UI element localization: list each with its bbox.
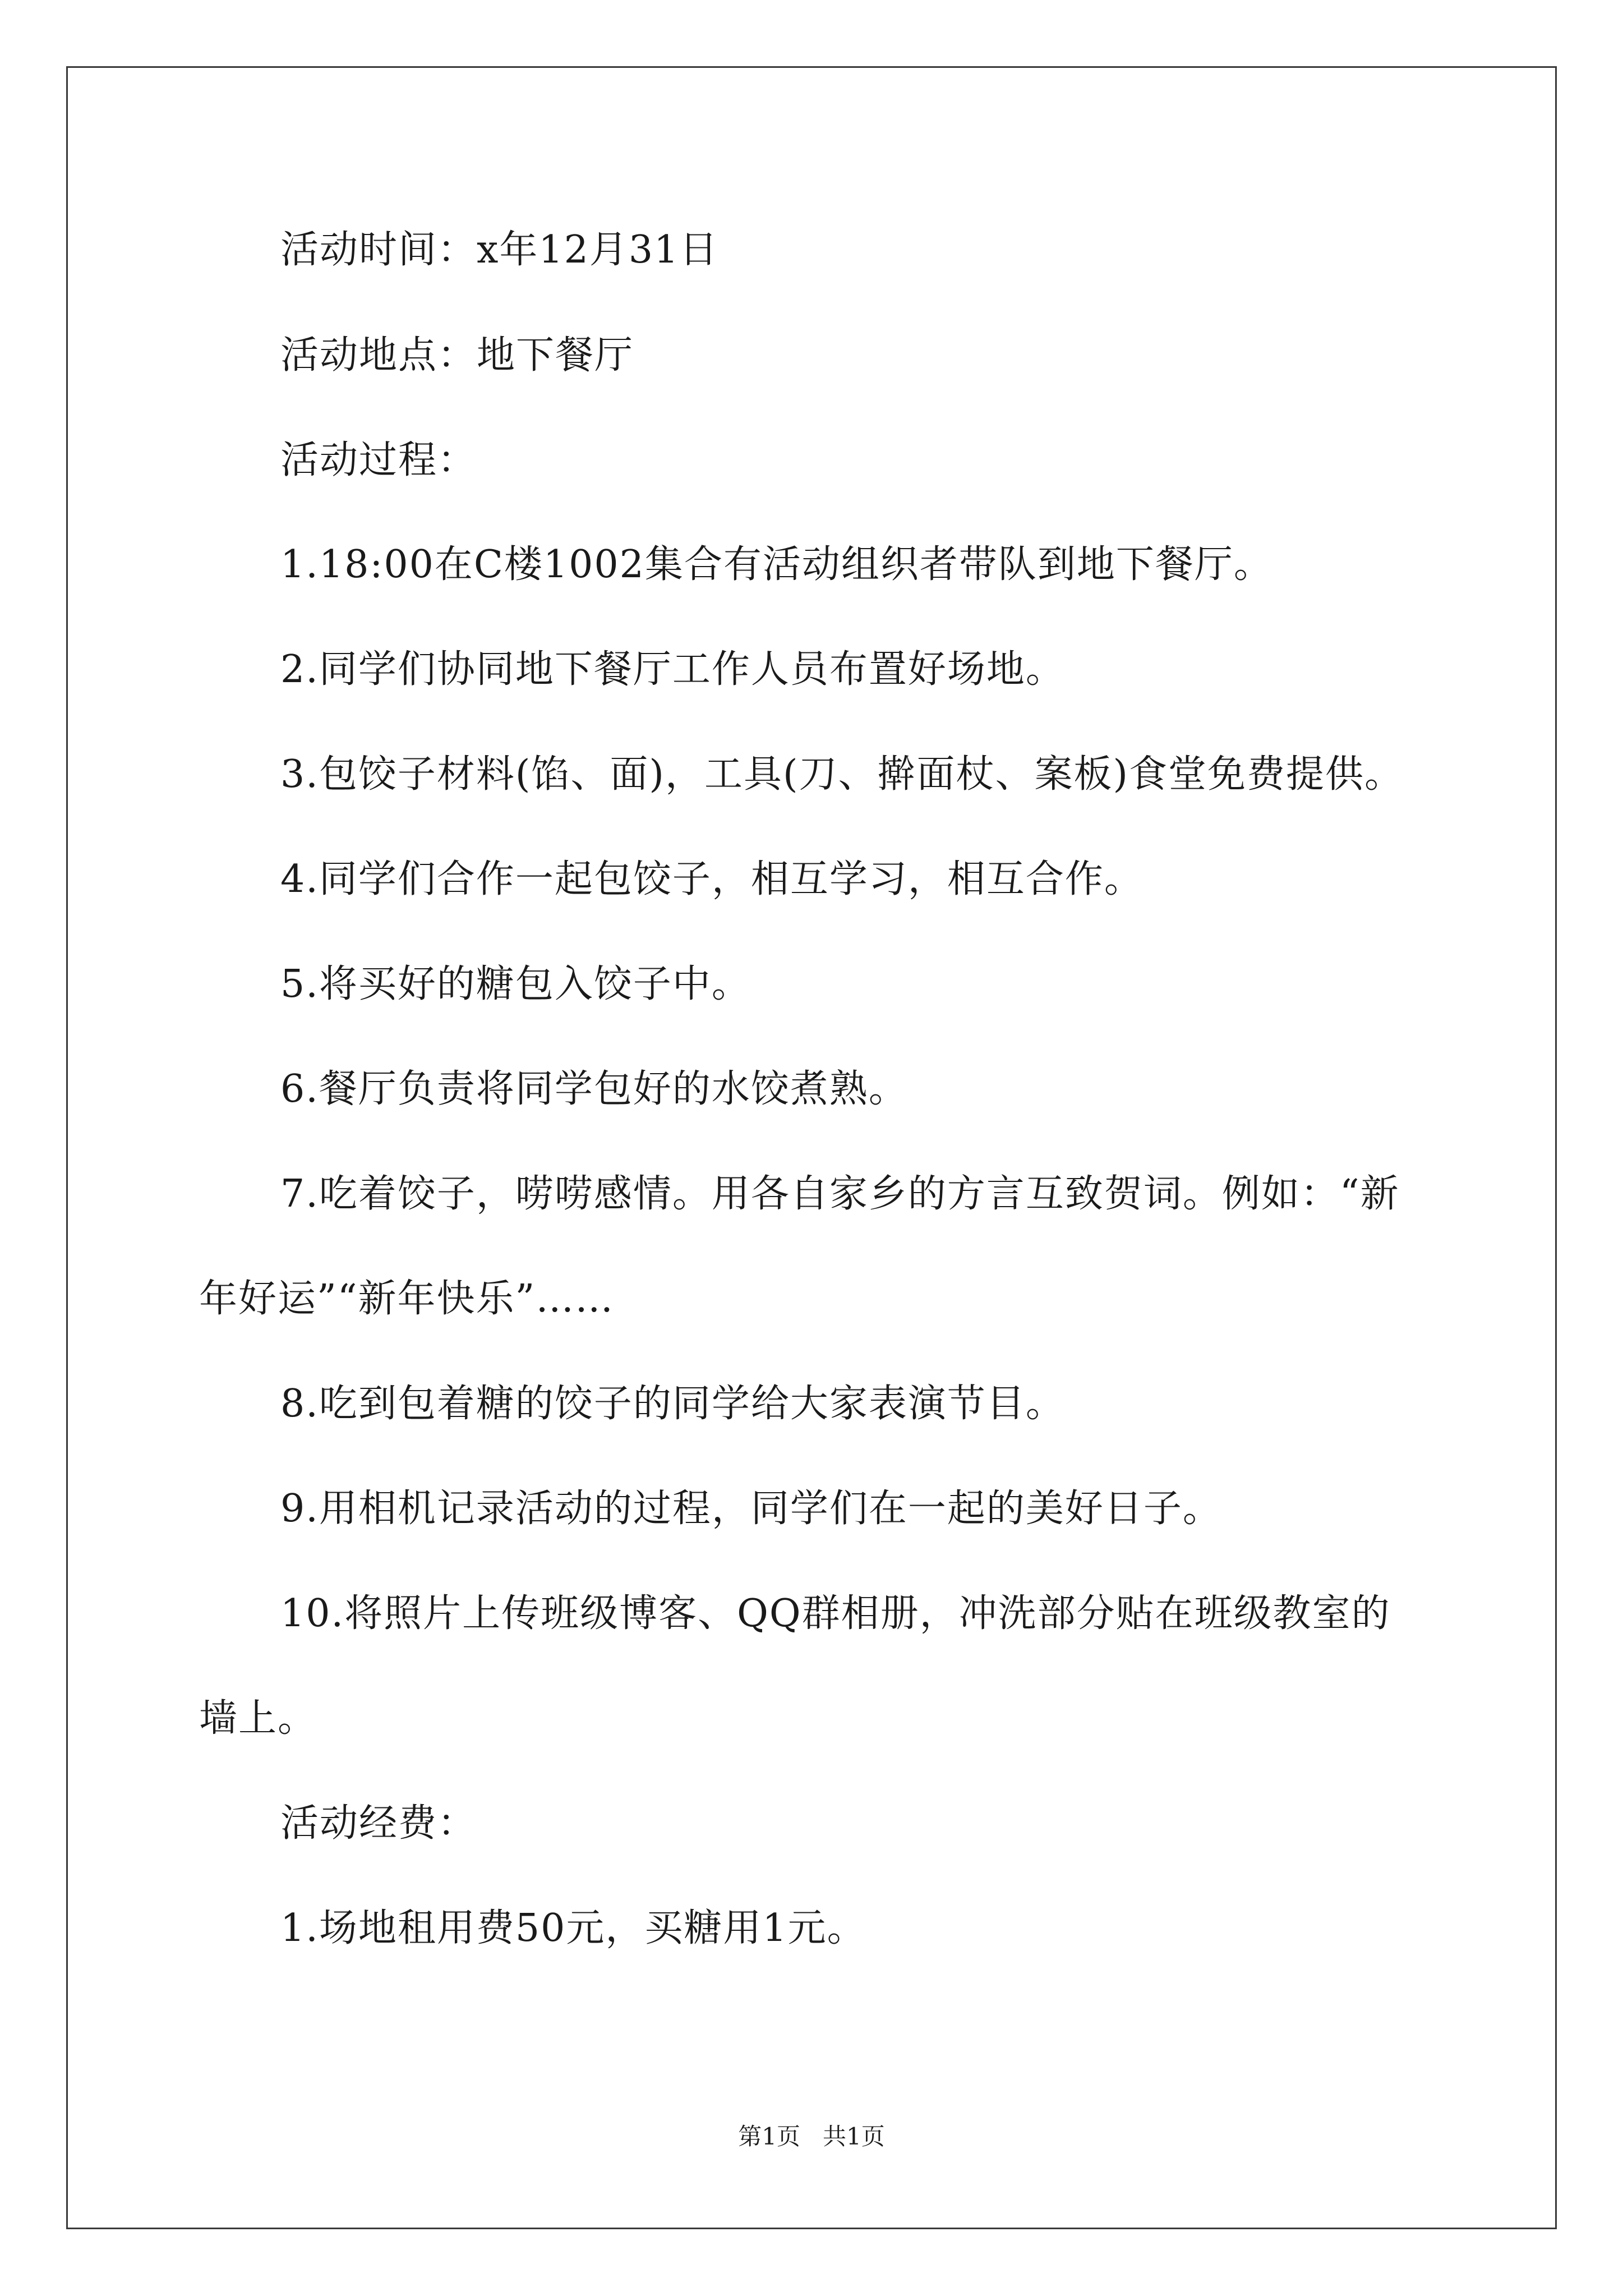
process-step-10-continued: 墙上。: [199, 1696, 317, 1741]
activity-location-line: 活动地点：地下餐厅: [280, 333, 634, 378]
process-step-3: 3.包饺子材料(馅、面)，工具(刀、擀面杖、案板)食堂免费提供。: [280, 752, 1404, 797]
activity-budget-heading: 活动经费：: [280, 1801, 477, 1846]
activity-time-line: 活动时间：x年12月31日: [280, 228, 719, 272]
activity-process-heading: 活动过程：: [280, 438, 477, 482]
process-step-10: 10.将照片上传班级博客、QQ群相册，冲洗部分贴在班级教室的: [280, 1591, 1391, 1636]
budget-item-1: 1.场地租用费50元，买糖用1元。: [280, 1906, 866, 1950]
page-footer: 第1页 共1页: [738, 2123, 885, 2150]
process-step-6: 6.餐厅负责将同学包好的水饺煮熟。: [280, 1067, 908, 1111]
page-border: [66, 66, 1557, 2229]
process-step-7-continued: 年好运”“新年快乐”……: [199, 1277, 615, 1321]
process-step-5: 5.将买好的糖包入饺子中。: [280, 962, 751, 1006]
process-step-4: 4.同学们合作一起包饺子，相互学习，相互合作。: [280, 857, 1144, 901]
process-step-8: 8.吃到包着糖的饺子的同学给大家表演节目。: [280, 1382, 1065, 1426]
process-step-7: 7.吃着饺子，唠唠感情。用各自家乡的方言互致贺词。例如：“新: [280, 1172, 1400, 1216]
process-step-1: 1.18:00在C楼1002集合有活动组织者带队到地下餐厅。: [280, 542, 1273, 587]
process-step-2: 2.同学们协同地下餐厅工作人员布置好场地。: [280, 647, 1065, 692]
process-step-9: 9.用相机记录活动的过程，同学们在一起的美好日子。: [280, 1487, 1222, 1531]
